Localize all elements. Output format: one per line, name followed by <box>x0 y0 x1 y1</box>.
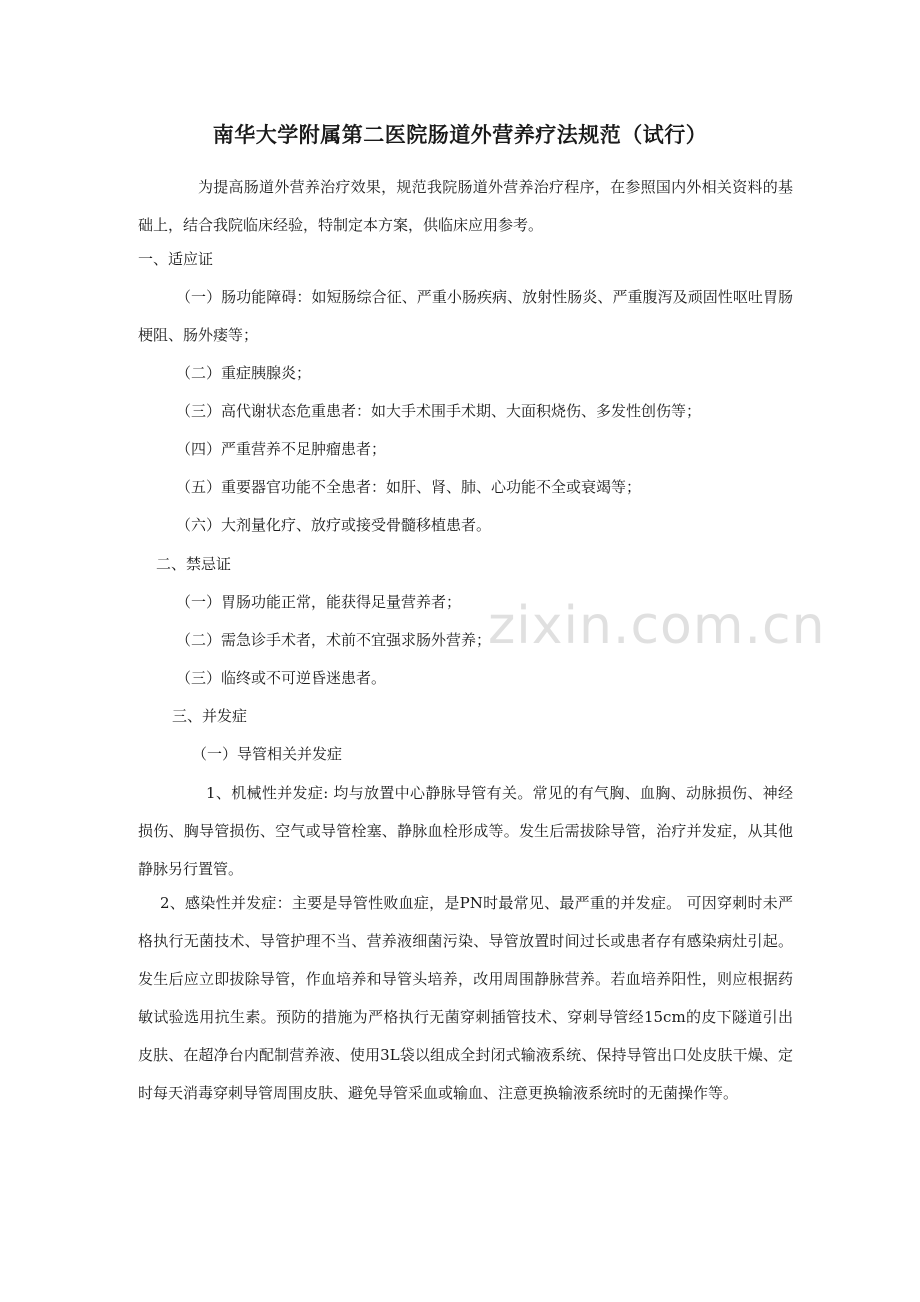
document-title: 南华大学附属第二医院肠道外营养疗法规范（试行） <box>212 123 708 147</box>
contraindication-item: （二）需急诊手术者，术前不宜强求肠外营养； <box>176 631 492 649</box>
contraindication-item: （三）临终或不可逆昏迷患者。 <box>176 669 387 687</box>
infectious-complication-paragraph: 2、感染性并发症：主要是导管性败血症，是PN时最常见、最严重的并发症。 可因穿刺时未严格执行无菌技术、导管护理不当、营养液细菌污染、导管放置时间过长或患者存有感染病灶引起。发生后应立即拔除导管，作血培养和导管头培养，改用周围静脉营养。若血培养阳性，则应根据药敏试验选用抗生素。预防的措施为严格执行无菌穿刺插管技术、穿刺导管经15cm的皮下隧道引出皮肤、在超净台内配制营养液、使用3L袋以组成全封闭式输液系统、保持导管出口处皮肤干燥、定时每天消毒穿刺导管周围皮肤、避免导管采血或输血、注意更换输液系统时的无菌操作等。 <box>138 894 793 1102</box>
indication-item: （六）大剂量化疗、放疗或接受骨髓移植患者。 <box>176 516 492 534</box>
watermark-text: zixin.com.cn <box>488 596 826 656</box>
indication-item: （三）高代谢状态危重患者：如大手术围手术期、大面积烧伤、多发性创伤等； <box>176 402 702 420</box>
subsection-heading-catheter: （一）导管相关并发症 <box>192 745 343 763</box>
section-heading-indications: 一、适应证 <box>138 250 214 268</box>
intro-paragraph: 为提高肠道外营养治疗效果，规范我院肠道外营养治疗程序，在参照国内外相关资料的基础上，结合我院临床经验，特制定本方案，供临床应用参考。 <box>138 178 793 234</box>
mechanical-complication-paragraph: 1、机械性并发症: 均与放置中心静脉导管有关。常见的有气胸、血胸、动脉损伤、神经损伤、胸导管损伤、空气或导管栓塞、静脉血栓形成等。发生后需拔除导管，治疗并发症，从其他静脉另行置管。 <box>138 784 793 878</box>
indication-item: （四）严重营养不足肿瘤患者； <box>176 440 387 458</box>
indication-item: （一）肠功能障碍：如短肠综合征、严重小肠疾病、放射性肠炎、严重腹泻及顽固性呕吐胃肠梗阻、肠外瘘等； <box>138 288 793 344</box>
section-heading-complications: 三、并发症 <box>172 707 248 725</box>
indication-item: （五）重要器官功能不全患者：如肝、肾、肺、心功能不全或衰竭等； <box>176 478 642 496</box>
section-heading-contraindications: 二、禁忌证 <box>156 555 232 573</box>
indication-item: （二）重症胰腺炎； <box>176 364 312 382</box>
contraindication-item: （一）胃肠功能正常，能获得足量营养者； <box>176 593 462 611</box>
